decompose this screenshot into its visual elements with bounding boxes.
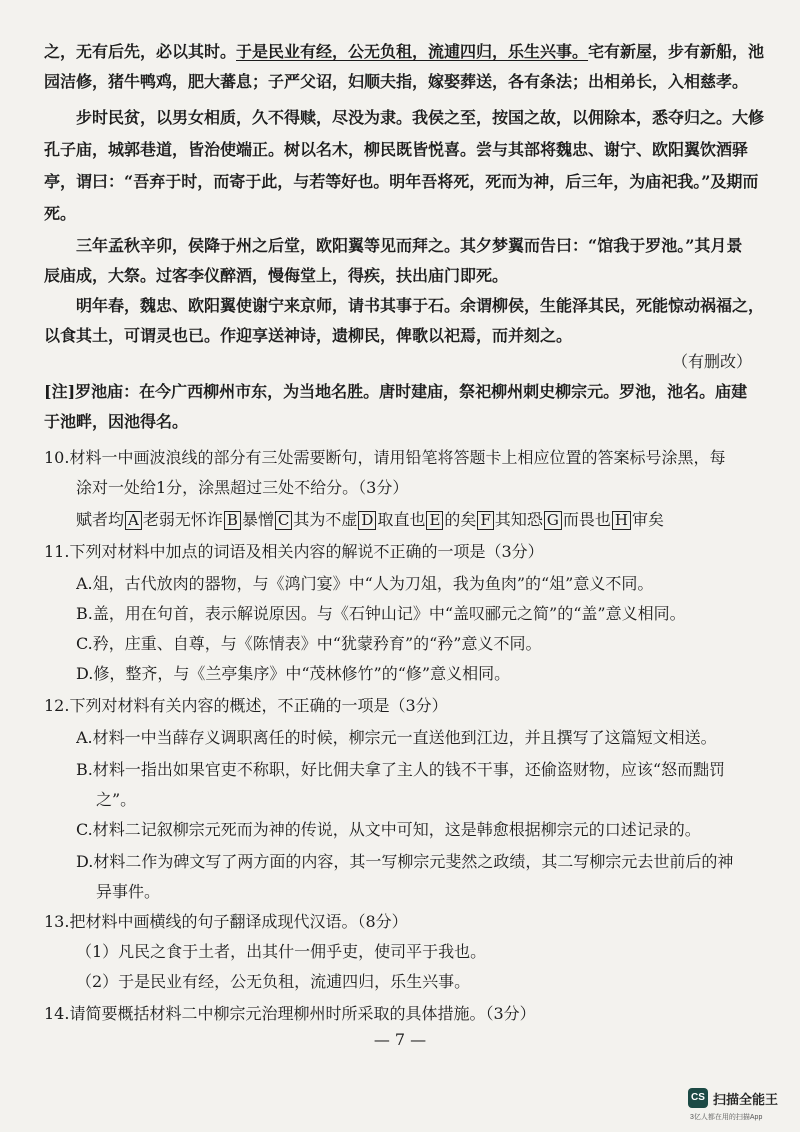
passage-line-6: 死。 [44, 204, 77, 223]
q10-stem: 10.材料一中画波浪线的部分有三处需要断句，请用铅笔将答题卡上相应位置的答案标号涂黑，每 [44, 448, 726, 467]
break-option-b: B [224, 511, 241, 530]
passage-line-2: 园洁修，猪牛鸭鸡，肥大蕃息；子严父诏，妇顺夫指，嫁娶葬送，各有条法；出相弟长，入相慈孝。 [44, 72, 749, 91]
q13-sentence-1: （1）凡民之食于土者，出其什一佣乎吏，使司平于我也。 [76, 942, 487, 961]
q11-option-b: B.盖，用在句首，表示解说原因。与《石钟山记》中“盖叹郦元之简”的“盖”意义相同。 [76, 604, 686, 623]
break-option-c: C [275, 511, 292, 530]
q11-option-a: A.俎，古代放肉的器物，与《鸿门宴》中“人为刀俎，我为鱼肉”的“俎”意义不同。 [76, 574, 654, 593]
passage-line-7: 三年孟秋辛卯，侯降于州之后堂，欧阳翼等见而拜之。其夕梦翼而告曰：“馆我于罗池。”其月景 [76, 236, 743, 255]
break-option-f: F [477, 511, 493, 530]
q14-stem: 14.请简要概括材料二中柳宗元治理柳州时所采取的具体措施。（3分） [44, 1004, 536, 1023]
annotation-line-2: 于池畔，因池得名。 [44, 412, 189, 431]
scanner-watermark [688, 1088, 798, 1124]
q12-option-d-cont: 异事件。 [96, 882, 161, 901]
page-number: — 7 — [373, 1030, 427, 1049]
q12-option-c: C.材料二记叙柳宗元死而为神的传说，从文中可知，这是韩愈根据柳宗元的口述记录的。 [76, 820, 701, 839]
passage-line-8: 辰庙成，大祭。过客李仪醉酒，慢侮堂上，得疾，扶出庙门即死。 [44, 266, 509, 285]
camscanner-logo-icon: CS [688, 1088, 708, 1108]
q11-option-d: D.修，整齐，与《兰亭集序》中“茂林修竹”的“修”意义相同。 [76, 664, 511, 683]
watermark-app-name: 扫描全能王 [713, 1092, 779, 1107]
passage-line-5: 亭，谓曰：“吾弃于时，而寄于此，与若等好也。明年吾将死，死而为神，后三年，为庙祀我。”及期而 [44, 172, 759, 191]
source-note: （有删改） [671, 352, 752, 371]
q12-option-a: A.材料一中当薛存义调职离任的时候，柳宗元一直送他到江边，并且撰写了这篇短文相送。 [76, 728, 717, 747]
break-option-e: E [426, 511, 443, 530]
q12-stem: 12.下列对材料有关内容的概述，不正确的一项是（3分） [44, 696, 448, 715]
q13-sentence-2: （2）于是民业有经，公无负租，流逋四归，乐生兴事。 [76, 972, 471, 991]
passage-line-9: 明年春，魏忠、欧阳翼使谢宁来京师，请书其事于石。余谓柳侯，生能泽其民，死能惊动祸福之， [76, 296, 765, 315]
passage-line-4: 孔子庙，城郭巷道，皆治使端正。树以名木，柳民既皆悦喜。尝与其部将魏忠、谢宁、欧阳翼饮酒驿 [44, 140, 749, 159]
break-option-a: A [125, 511, 142, 530]
q11-option-c: C.矜，庄重、自尊，与《陈情表》中“犹蒙矜育”的“矜”意义不同。 [76, 634, 542, 653]
passage-line-3: 步时民贫，以男女相质，久不得赎，尽没为隶。我侯之至，按国之故，以佣除本，悉夺归之。大修 [76, 108, 765, 127]
underlined-sentence: 于是民业有经，公无负租，流逋四归，乐生兴事。 [236, 42, 589, 61]
q10-sentence: 赋者均 A 老弱无怀诈 B 暴憎 C 其为不虚 D 取直也 E 的矣 F 其知恐 G 而畏也 H 审矣 [76, 510, 664, 529]
watermark-tagline: 3亿人都在用的扫描App [690, 1114, 763, 1121]
break-option-d: D [358, 511, 376, 530]
passage-line-10: 以食其土，可谓灵也已。作迎享送神诗，遗柳民，俾歌以祀焉，而并刻之。 [44, 326, 573, 345]
q12-option-b-cont: 之”。 [96, 790, 137, 809]
break-option-h: H [612, 511, 631, 530]
q12-option-d: D.材料二作为碑文写了两方面的内容，其一写柳宗元斐然之政绩，其二写柳宗元去世前后的神 [76, 852, 734, 871]
break-option-g: G [544, 511, 562, 530]
q11-stem: 11.下列对材料中加点的词语及相关内容的解说不正确的一项是（3分） [44, 542, 544, 561]
q13-stem: 13.把材料中画横线的句子翻译成现代汉语。（8分） [44, 912, 408, 931]
passage-line-1: 之，无有后先，必以其时。于是民业有经，公无负租，流逋四归，乐生兴事。宅有新屋，步有新船，池 [44, 42, 764, 61]
q10-stem-cont: 涂对一处给1分，涂黑超过三处不给分。（3分） [76, 478, 409, 497]
q12-option-b: B.材料一指出如果官吏不称职，好比佣夫拿了主人的钱不干事，还偷盗财物，应该“怒而黜罚 [76, 760, 726, 779]
annotation-line-1: [注]罗池庙：在今广西柳州市东，为当地名胜。唐时建庙，祭祀柳州刺史柳宗元。罗池，池名。庙建 [44, 382, 748, 401]
